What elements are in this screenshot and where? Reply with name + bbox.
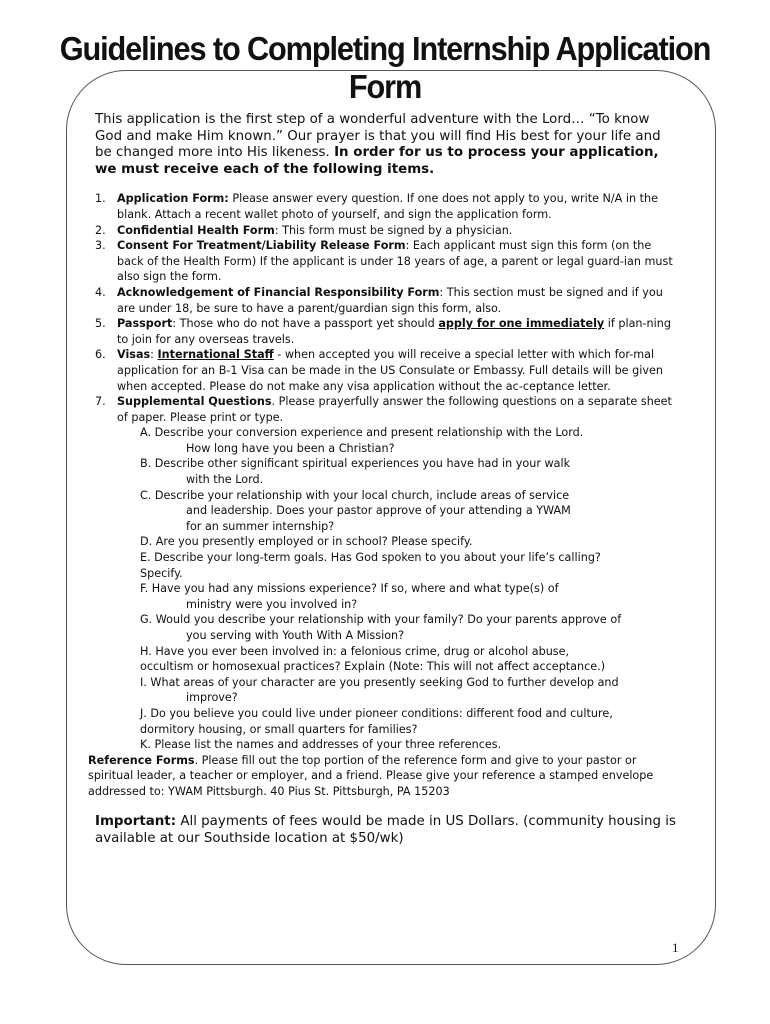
important-note <box>95 813 680 847</box>
required-items-list <box>95 191 680 752</box>
item-number: 3. <box>95 239 106 253</box>
item-colon: : <box>150 348 154 362</box>
item-label: Supplemental Questions <box>117 395 272 409</box>
question-continuation: you serving with Youth With A Mission? <box>186 629 405 642</box>
item-number: 2. <box>95 223 106 237</box>
question-continuation: ministry were you involved in? <box>186 597 358 611</box>
question-item <box>140 534 680 550</box>
question-text: I. What areas of your character are you presently seeking God to further develop and <box>140 675 619 689</box>
question-continuation: improve? <box>186 691 238 705</box>
question-item <box>140 550 680 581</box>
question-wrap: dormitory housing, or small quarters for families? <box>140 722 418 736</box>
item-text: : Each applicant must sign this form (on the back of the Health Form) If the applicant is under 18 years of age, a parent or legal guard-ian must also sign the form. <box>117 239 673 284</box>
item-text: : This form must be signed by a physician. <box>274 223 513 237</box>
question-item <box>140 675 680 706</box>
item-number: 7. <box>95 395 106 409</box>
item-underlined-text: apply for one immediately <box>438 317 605 331</box>
question-text: K. Please list the names and addresses of your three references. <box>140 738 502 752</box>
item-label: Visas <box>117 348 151 362</box>
intro-bold-text: In order for us to process your application, we must receive each of the following items. <box>95 145 659 177</box>
question-text: D. Are you presently employed or in school? Please specify. <box>140 535 473 549</box>
item-text: Please answer every question. If one does not apply to you, write N/A in the blank. Attach a recent wallet photo of yourself, and sign the application form. <box>117 192 658 221</box>
question-wrap: occultism or homosexual practices? Explain (Note: This will not affect acceptance.) <box>140 660 606 674</box>
question-item <box>140 488 680 535</box>
question-item <box>140 612 680 643</box>
document-body <box>88 112 680 847</box>
reference-forms-paragraph <box>88 753 680 800</box>
list-item <box>95 285 680 316</box>
question-text: H. Have you ever been involved in: a felonious crime, drug or alcohol abuse, <box>140 644 570 658</box>
question-text: G. Would you describe your relationship with your family? Do your parents approve of <box>140 613 622 627</box>
item-label: Application Form: <box>117 192 229 206</box>
important-label: Important: <box>95 813 177 829</box>
question-continuation: How long have you been a Christian? <box>186 441 395 455</box>
intro-text: This application is the first step of a wonderful adventure with the Lord… “To know God and make Him known.” Our prayer is that you will find His best for your life and be changed more into His likeness. <box>95 112 661 161</box>
item-number: 4. <box>95 285 106 299</box>
question-item <box>140 644 680 675</box>
list-item <box>95 238 680 285</box>
intro-paragraph <box>95 112 680 178</box>
question-text: J. Do you believe you could live under pioneer conditions: different food and culture, <box>140 706 613 720</box>
item-text: : This section must be signed and if you are under 18, be sure to have a parent/guardian sign this form, also. <box>117 285 663 315</box>
question-item <box>140 456 680 487</box>
item-number: 5. <box>95 317 106 331</box>
item-label: Confidential Health Form <box>117 223 275 237</box>
item-label: Passport <box>117 317 173 331</box>
list-item <box>95 223 680 239</box>
reference-text: . Please fill out the top portion of the reference form and give to your pastor or spiritual leader, a teacher or employer, and a friend. Please give your reference a stamped envelope addressed to: YWAM Pittsburgh. 40 Pius St. Pittsburgh, PA 15203 <box>88 753 654 798</box>
important-text: All payments of fees would be made in US Dollars. (community housing is available at our Southside location at $50/wk) <box>95 813 676 846</box>
question-text: A. Describe your conversion experience and present relationship with the Lord. <box>140 426 584 440</box>
question-item <box>140 706 680 737</box>
question-continuation: with the Lord. <box>186 473 264 487</box>
item-number: 1. <box>95 192 106 206</box>
item-label: Acknowledgement of Financial Responsibility Form <box>117 285 440 299</box>
question-continuation: and leadership. Does your pastor approve of your attending a YWAM <box>186 504 571 518</box>
list-item <box>95 191 680 222</box>
question-text: B. Describe other significant spiritual experiences you have had in your walk <box>140 457 571 471</box>
item-text-after: if plan-ning to join for any overseas travels. <box>117 317 671 346</box>
item-text: . Please prayerfully answer the following questions on a separate sheet of paper. Please print or type. <box>117 395 672 424</box>
question-item <box>140 737 680 753</box>
question-text: C. Describe your relationship with your local church, include areas of service <box>140 488 570 502</box>
supplemental-questions-list <box>117 425 680 752</box>
list-item <box>95 316 680 347</box>
item-text: : Those who do not have a passport yet should <box>172 317 435 331</box>
item-number: 6. <box>95 348 106 362</box>
item-label: Consent For Treatment/Liability Release Form <box>117 239 406 253</box>
item-underlined-text: International Staff <box>157 348 274 362</box>
question-continuation: for an summer internship? <box>186 519 335 533</box>
item-text: - when accepted you will receive a special letter with which for-mal application for an B-1 Visa can be made in the US Consulate or Embassy. Full details will be given when accepted. Please do not make any visa application without the ac-ceptance letter. <box>117 348 663 393</box>
list-item <box>95 394 680 753</box>
list-item <box>95 347 680 394</box>
reference-label: Reference Forms <box>88 753 195 767</box>
page-number: 1 <box>672 940 679 955</box>
question-text: E. Describe your long-term goals. Has God spoken to you about your life’s calling? <box>140 551 601 565</box>
page-title: Guidelines to Completing Internship Application Form <box>59 30 711 105</box>
question-item <box>140 425 680 456</box>
question-wrap: Specify. <box>140 566 183 580</box>
question-text: F. Have you had any missions experience? If so, where and what type(s) of <box>140 582 559 596</box>
question-item <box>140 581 680 612</box>
